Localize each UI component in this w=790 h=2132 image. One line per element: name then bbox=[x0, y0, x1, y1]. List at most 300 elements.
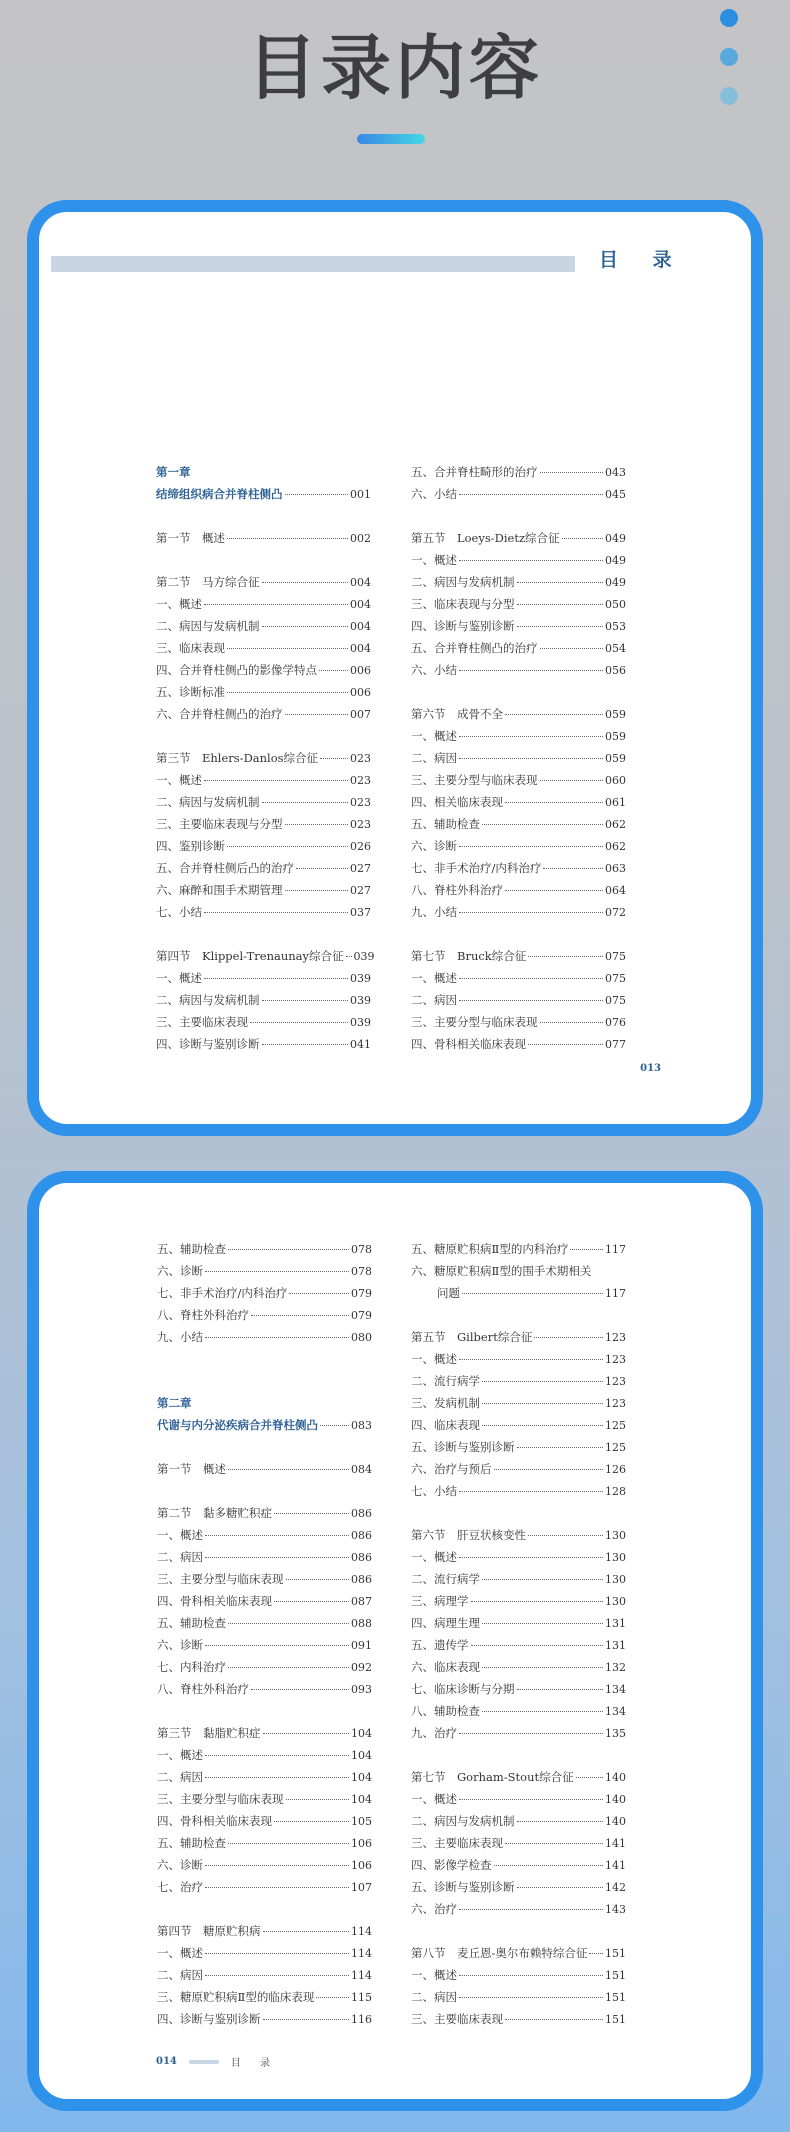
toc-entry[interactable] bbox=[156, 640, 371, 662]
toc-entry-page: 125 bbox=[605, 1441, 626, 1454]
toc-entry-page: 104 bbox=[351, 1727, 372, 1740]
toc-entry[interactable] bbox=[411, 596, 626, 618]
toc-leader-dots bbox=[262, 582, 349, 583]
toc-entry[interactable] bbox=[411, 1417, 626, 1439]
toc-entry[interactable] bbox=[157, 1615, 372, 1637]
toc-entry-page: 104 bbox=[351, 1749, 372, 1762]
toc-entry[interactable] bbox=[157, 1681, 372, 1703]
toc-leader-dots bbox=[482, 1667, 603, 1668]
page-footer bbox=[156, 2054, 278, 2069]
toc-page-013 bbox=[27, 200, 763, 1136]
toc-entry-title: 三、临床表现与分型 bbox=[411, 597, 515, 611]
toc-entry[interactable] bbox=[157, 1967, 372, 1989]
toc-leader-dots bbox=[205, 1557, 349, 1558]
toc-entry[interactable] bbox=[156, 970, 371, 992]
toc-entry[interactable] bbox=[411, 1549, 626, 1571]
toc-entry[interactable] bbox=[156, 1036, 371, 1058]
toc-leader-dots bbox=[543, 868, 603, 869]
toc-entry-page: 086 bbox=[351, 1573, 372, 1586]
toc-entry-page: 075 bbox=[605, 994, 626, 1007]
toc-leader-dots bbox=[285, 494, 349, 495]
toc-entry-title: 二、病因 bbox=[157, 1550, 203, 1564]
toc-leader-dots bbox=[517, 1887, 604, 1888]
toc-entry[interactable] bbox=[156, 618, 371, 640]
title-underline bbox=[357, 134, 425, 144]
toc-entry[interactable] bbox=[411, 1285, 626, 1307]
toc-leader-dots bbox=[540, 648, 604, 649]
toc-entry[interactable] bbox=[411, 1879, 626, 1901]
toc-entry-title: 五、合并脊柱侧凸的治疗 bbox=[411, 641, 538, 655]
toc-entry[interactable] bbox=[156, 992, 371, 1014]
toc-leader-dots bbox=[285, 714, 349, 715]
toc-leader-dots bbox=[320, 1425, 349, 1426]
toc-leader-dots bbox=[250, 1022, 348, 1023]
toc-leader-dots bbox=[459, 560, 603, 561]
toc-leader-dots bbox=[204, 604, 348, 605]
toc-entry-page: 130 bbox=[605, 1551, 626, 1564]
toc-entry[interactable] bbox=[156, 706, 371, 728]
toc-entry[interactable] bbox=[411, 706, 626, 728]
toc-entry-title: 五、糖原贮积病Ⅱ型的内科治疗 bbox=[411, 1242, 569, 1256]
toc-entry-page: 077 bbox=[605, 1038, 626, 1051]
toc-chapter-entry[interactable] bbox=[157, 1417, 372, 1439]
toc-entry[interactable] bbox=[156, 684, 371, 706]
toc-entry[interactable] bbox=[411, 882, 626, 904]
toc-entry[interactable] bbox=[157, 1285, 372, 1307]
toc-entry-title: 三、主要分型与临床表现 bbox=[411, 773, 538, 787]
toc-entry[interactable] bbox=[157, 1571, 372, 1593]
toc-entry-title: 问题 bbox=[437, 1286, 460, 1300]
toc-entry-page: 086 bbox=[351, 1529, 372, 1542]
toc-entry-title: 代谢与内分泌疾病合并脊柱侧凸 bbox=[157, 1418, 318, 1432]
toc-entry-title: 三、主要临床表现 bbox=[156, 1015, 248, 1029]
toc-entry-page: 075 bbox=[605, 972, 626, 985]
toc-entry-title: 四、相关临床表现 bbox=[411, 795, 503, 809]
toc-entry[interactable] bbox=[411, 1791, 626, 1813]
toc-entry-page: 027 bbox=[350, 862, 371, 875]
toc-entry-title: 四、诊断与鉴别诊断 bbox=[157, 2012, 261, 2026]
toc-entry-title: 二、病因与发病机制 bbox=[411, 575, 515, 589]
toc-entry-page: 072 bbox=[605, 906, 626, 919]
toc-entry[interactable] bbox=[157, 1813, 372, 1835]
toc-entry-title: 六、临床表现 bbox=[411, 1660, 480, 1674]
toc-spacer bbox=[411, 926, 626, 948]
toc-entry-title: 第六节 成骨不全 bbox=[411, 707, 503, 721]
toc-entry[interactable] bbox=[156, 948, 375, 970]
toc-entry[interactable] bbox=[411, 772, 626, 794]
toc-leader-dots bbox=[286, 1579, 350, 1580]
toc-entry[interactable] bbox=[156, 794, 371, 816]
toc-entry-page: 063 bbox=[605, 862, 626, 875]
toc-entry[interactable] bbox=[156, 904, 371, 926]
toc-entry[interactable] bbox=[157, 1329, 372, 1351]
toc-entry[interactable] bbox=[157, 1835, 372, 1857]
toc-leader-dots bbox=[459, 1557, 603, 1558]
toc-entry[interactable] bbox=[411, 904, 626, 926]
toc-leader-dots bbox=[459, 736, 603, 737]
toc-leader-dots bbox=[482, 1403, 603, 1404]
toc-entry[interactable] bbox=[411, 1637, 626, 1659]
toc-entry[interactable] bbox=[411, 1329, 626, 1351]
toc-entry[interactable] bbox=[411, 728, 626, 750]
toc-entry[interactable] bbox=[157, 2011, 372, 2033]
toc-entry[interactable] bbox=[411, 486, 626, 508]
toc-entry-page: 075 bbox=[605, 950, 626, 963]
toc-entry-page: 093 bbox=[351, 1683, 372, 1696]
toc-entry-page: 126 bbox=[605, 1463, 626, 1476]
toc-entry[interactable] bbox=[157, 1307, 372, 1329]
toc-spacer bbox=[411, 684, 626, 706]
toc-leader-dots bbox=[528, 1535, 603, 1536]
toc-leader-dots bbox=[205, 1975, 349, 1976]
toc-entry-page: 140 bbox=[605, 1815, 626, 1828]
toc-entry-page: 060 bbox=[605, 774, 626, 787]
toc-entry-title: 五、诊断与鉴别诊断 bbox=[411, 1880, 515, 1894]
toc-entry[interactable] bbox=[157, 1791, 372, 1813]
toc-entry-page: 049 bbox=[605, 554, 626, 567]
toc-spacer bbox=[411, 1747, 626, 1769]
toc-entry[interactable] bbox=[411, 464, 626, 486]
toc-entry-title: 四、诊断与鉴别诊断 bbox=[156, 1037, 260, 1051]
toc-entry[interactable] bbox=[411, 948, 626, 970]
toc-leader-dots bbox=[285, 824, 349, 825]
toc-entry-title: 第五节 Loeys-Dietz综合征 bbox=[411, 531, 560, 545]
toc-entry[interactable] bbox=[411, 860, 626, 882]
toc-leader-dots bbox=[482, 1711, 603, 1712]
toc-entry-title: 二、病因与发病机制 bbox=[156, 795, 260, 809]
toc-entry[interactable] bbox=[411, 1967, 626, 1989]
toc-entry-title: 二、流行病学 bbox=[411, 1374, 480, 1388]
toc-leader-dots bbox=[505, 890, 603, 891]
toc-leader-dots bbox=[534, 1337, 603, 1338]
toc-entry[interactable] bbox=[411, 1395, 626, 1417]
toc-leader-dots bbox=[482, 1579, 603, 1580]
toc-entry[interactable] bbox=[411, 574, 626, 596]
toc-entry[interactable] bbox=[411, 1659, 626, 1681]
toc-entry-page: 064 bbox=[605, 884, 626, 897]
toc-entry[interactable] bbox=[157, 1505, 372, 1527]
toc-entry-title: 第五节 Gilbert综合征 bbox=[411, 1330, 533, 1344]
toc-entry-title: 第七节 Gorham-Stout综合征 bbox=[411, 1770, 574, 1784]
toc-leader-dots bbox=[204, 780, 348, 781]
toc-entry-page: 092 bbox=[351, 1661, 372, 1674]
toc-entry-page: 006 bbox=[350, 664, 371, 677]
toc-entry[interactable] bbox=[157, 1637, 372, 1659]
toc-leader-dots bbox=[576, 1777, 603, 1778]
toc-entry[interactable] bbox=[411, 1527, 626, 1549]
toc-entry[interactable] bbox=[411, 970, 626, 992]
toc-entry[interactable] bbox=[411, 1241, 626, 1263]
toc-entry-page: 091 bbox=[351, 1639, 372, 1652]
toc-entry[interactable] bbox=[156, 882, 371, 904]
toc-entry-title: 第四节 糖原贮积病 bbox=[157, 1924, 261, 1938]
toc-entry-page: 007 bbox=[350, 708, 371, 721]
toc-entry-page: 117 bbox=[605, 1243, 626, 1256]
toc-entry[interactable] bbox=[157, 1769, 372, 1791]
toc-entry[interactable] bbox=[157, 1593, 372, 1615]
toc-leader-dots bbox=[204, 912, 348, 913]
toc-leader-dots bbox=[459, 1975, 603, 1976]
toc-entry-title: 一、概述 bbox=[411, 1792, 457, 1806]
toc-entry[interactable] bbox=[157, 1461, 372, 1483]
toc-entry-title: 八、脊柱外科治疗 bbox=[411, 883, 503, 897]
toc-leader-dots bbox=[505, 802, 603, 803]
toc-entry[interactable] bbox=[411, 794, 626, 816]
toc-entry[interactable] bbox=[157, 1945, 372, 1967]
toc-leader-dots bbox=[274, 1513, 349, 1514]
toc-leader-dots bbox=[346, 956, 352, 957]
toc-entry[interactable] bbox=[411, 1439, 626, 1461]
toc-leader-dots bbox=[482, 824, 603, 825]
toc-leader-dots bbox=[459, 846, 603, 847]
toc-leader-dots bbox=[262, 626, 349, 627]
toc-entry[interactable] bbox=[411, 750, 626, 772]
toc-leader-dots bbox=[459, 978, 603, 979]
toc-entry[interactable] bbox=[156, 596, 371, 618]
toc-entry[interactable] bbox=[156, 772, 371, 794]
toc-entry-page: 078 bbox=[351, 1265, 372, 1278]
toc-entry[interactable] bbox=[157, 1549, 372, 1571]
toc-leader-dots bbox=[263, 1931, 350, 1932]
toc-entry-page: 056 bbox=[605, 664, 626, 677]
toc-leader-dots bbox=[540, 472, 604, 473]
toc-entry-title: 四、骨科相关临床表现 bbox=[157, 1594, 272, 1608]
toc-entry[interactable] bbox=[156, 574, 371, 596]
toc-entry-page: 006 bbox=[350, 686, 371, 699]
toc-entry[interactable] bbox=[411, 1263, 626, 1285]
toc-header: 目 录 bbox=[599, 249, 686, 271]
toc-entry[interactable] bbox=[411, 1835, 626, 1857]
toc-entry[interactable] bbox=[411, 2011, 626, 2033]
toc-leader-dots bbox=[505, 714, 603, 715]
toc-leader-dots bbox=[505, 1843, 603, 1844]
toc-entry[interactable] bbox=[411, 552, 626, 574]
toc-entry-page: 049 bbox=[605, 532, 626, 545]
toc-spacer bbox=[157, 1439, 372, 1461]
toc-entry[interactable] bbox=[157, 1659, 372, 1681]
toc-entry-title: 三、主要临床表现 bbox=[411, 2012, 503, 2026]
toc-leader-dots bbox=[289, 1293, 349, 1294]
toc-entry[interactable] bbox=[411, 1945, 626, 1967]
toc-entry-page: 140 bbox=[605, 1793, 626, 1806]
toc-spacer bbox=[157, 1901, 372, 1923]
toc-entry-title: 五、辅助检查 bbox=[157, 1836, 226, 1850]
toc-entry[interactable] bbox=[157, 1527, 372, 1549]
toc-entry[interactable] bbox=[411, 838, 626, 860]
toc-entry-title: 一、概述 bbox=[157, 1946, 203, 1960]
toc-entry-page: 076 bbox=[605, 1016, 626, 1029]
toc-entry-page: 128 bbox=[605, 1485, 626, 1498]
toc-leader-dots bbox=[459, 1733, 603, 1734]
page-number: 013 bbox=[640, 1063, 661, 1074]
toc-entry[interactable] bbox=[157, 1857, 372, 1879]
toc-entry[interactable] bbox=[411, 1615, 626, 1637]
toc-entry[interactable] bbox=[411, 1857, 626, 1879]
toc-entry-page: 134 bbox=[605, 1705, 626, 1718]
banner-title: 目录内容 bbox=[247, 27, 543, 109]
toc-leader-dots bbox=[228, 1249, 349, 1250]
toc-entry-page: 123 bbox=[605, 1331, 626, 1344]
toc-entry-page: 049 bbox=[605, 576, 626, 589]
toc-entry-title: 五、合并脊柱侧后凸的治疗 bbox=[156, 861, 294, 875]
toc-entry-title: 二、病因与发病机制 bbox=[156, 619, 260, 633]
toc-column-left bbox=[156, 464, 375, 1058]
toc-entry[interactable] bbox=[411, 530, 626, 552]
toc-leader-dots bbox=[528, 1044, 603, 1045]
toc-leader-dots bbox=[462, 1293, 603, 1294]
toc-entry-page: 123 bbox=[605, 1353, 626, 1366]
toc-entry[interactable] bbox=[411, 1571, 626, 1593]
toc-entry-page: 041 bbox=[350, 1038, 371, 1051]
toc-entry[interactable] bbox=[156, 750, 371, 772]
toc-chapter-label[interactable] bbox=[157, 1395, 372, 1417]
toc-leader-dots bbox=[459, 494, 603, 495]
toc-spacer bbox=[411, 508, 626, 530]
toc-entry-page: 086 bbox=[351, 1507, 372, 1520]
toc-entry[interactable] bbox=[157, 1263, 372, 1285]
toc-entry-title: 第二节 黏多糖贮积症 bbox=[157, 1506, 272, 1520]
toc-entry-page: 043 bbox=[605, 466, 626, 479]
toc-entry-title: 五、诊断与鉴别诊断 bbox=[411, 1440, 515, 1454]
toc-leader-dots bbox=[316, 1997, 349, 1998]
toc-leader-dots bbox=[228, 1623, 349, 1624]
toc-entry-page: 023 bbox=[350, 796, 371, 809]
toc-entry-page: 130 bbox=[605, 1573, 626, 1586]
toc-entry-page: 105 bbox=[351, 1815, 372, 1828]
toc-entry-title: 七、非手术治疗/内科治疗 bbox=[157, 1286, 288, 1300]
toc-entry-title: 四、骨科相关临床表现 bbox=[411, 1037, 526, 1051]
toc-spacer bbox=[157, 1483, 372, 1505]
toc-entry-page: 023 bbox=[350, 774, 371, 787]
toc-entry-page: 117 bbox=[605, 1287, 626, 1300]
toc-entry[interactable] bbox=[411, 816, 626, 838]
toc-entry[interactable] bbox=[156, 1014, 371, 1036]
toc-entry-title: 第八节 麦丘恩-奥尔布赖特综合征 bbox=[411, 1946, 588, 1960]
toc-entry-page: 039 bbox=[350, 972, 371, 985]
toc-entry-title: 四、病理生理 bbox=[411, 1616, 480, 1630]
toc-entry[interactable] bbox=[157, 1923, 372, 1945]
toc-entry[interactable] bbox=[411, 1483, 626, 1505]
toc-entry-title: 一、概述 bbox=[411, 729, 457, 743]
toc-leader-dots bbox=[251, 1315, 349, 1316]
toc-entry[interactable] bbox=[411, 1014, 626, 1036]
toc-entry[interactable] bbox=[411, 662, 626, 684]
toc-entry-title: 三、主要临床表现与分型 bbox=[156, 817, 283, 831]
toc-leader-dots bbox=[562, 538, 603, 539]
toc-entry-page: 106 bbox=[351, 1859, 372, 1872]
toc-entry-title: 五、诊断标准 bbox=[156, 685, 225, 699]
toc-entry[interactable] bbox=[156, 860, 371, 882]
toc-leader-dots bbox=[459, 1491, 603, 1492]
toc-entry[interactable] bbox=[411, 1703, 626, 1725]
toc-entry[interactable] bbox=[156, 662, 371, 684]
toc-entry-page: 062 bbox=[605, 818, 626, 831]
toc-entry-title: 三、主要分型与临床表现 bbox=[157, 1572, 284, 1586]
toc-entry[interactable] bbox=[411, 992, 626, 1014]
toc-entry-title: 九、小结 bbox=[157, 1330, 203, 1344]
toc-leader-dots bbox=[205, 1887, 349, 1888]
toc-entry[interactable] bbox=[411, 1681, 626, 1703]
footer-title: 目 录 bbox=[230, 2058, 279, 2069]
toc-entry[interactable] bbox=[157, 1241, 372, 1263]
toc-entry-title: 四、影像学检查 bbox=[411, 1858, 492, 1872]
toc-leader-dots bbox=[482, 1425, 603, 1426]
toc-entry-page: 027 bbox=[350, 884, 371, 897]
toc-entry-page: 151 bbox=[605, 1969, 626, 1982]
toc-entry-title: 九、治疗 bbox=[411, 1726, 457, 1740]
toc-entry-title: 第三节 Ehlers-Danlos综合征 bbox=[156, 751, 319, 765]
toc-entry-page: 078 bbox=[351, 1243, 372, 1256]
toc-entry[interactable] bbox=[411, 1901, 626, 1923]
toc-leader-dots bbox=[482, 1623, 603, 1624]
toc-entry[interactable] bbox=[411, 1373, 626, 1395]
toc-entry-page: 080 bbox=[351, 1331, 372, 1344]
toc-entry[interactable] bbox=[411, 1813, 626, 1835]
toc-entry[interactable] bbox=[411, 1989, 626, 2011]
toc-chapter-label[interactable] bbox=[156, 464, 371, 486]
toc-entry-page: 050 bbox=[605, 598, 626, 611]
toc-entry-page: 086 bbox=[351, 1551, 372, 1564]
toc-entry-title: 二、病因 bbox=[157, 1770, 203, 1784]
toc-entry-title: 第一章 bbox=[156, 465, 191, 479]
toc-entry[interactable] bbox=[411, 1593, 626, 1615]
toc-entry[interactable] bbox=[411, 1351, 626, 1373]
toc-leader-dots bbox=[570, 1249, 603, 1250]
toc-entry-page: 134 bbox=[605, 1683, 626, 1696]
toc-entry-page: 106 bbox=[351, 1837, 372, 1850]
toc-entry[interactable] bbox=[157, 1747, 372, 1769]
toc-leader-dots bbox=[286, 1799, 350, 1800]
toc-leader-dots bbox=[459, 1997, 603, 1998]
toc-entry-page: 123 bbox=[605, 1397, 626, 1410]
toc-entry-title: 一、概述 bbox=[411, 971, 457, 985]
toc-entry-page: 104 bbox=[351, 1771, 372, 1784]
toc-entry-page: 004 bbox=[350, 620, 371, 633]
toc-leader-dots bbox=[262, 1000, 349, 1001]
toc-entry-title: 三、主要分型与临床表现 bbox=[157, 1792, 284, 1806]
toc-entry[interactable] bbox=[411, 640, 626, 662]
toc-entry-title: 六、诊断 bbox=[157, 1858, 203, 1872]
toc-entry-title: 六、诊断 bbox=[411, 839, 457, 853]
toc-entry-title: 四、合并脊柱侧凸的影像学特点 bbox=[156, 663, 317, 677]
toc-entry-title: 七、小结 bbox=[156, 905, 202, 919]
toc-chapter-entry[interactable] bbox=[156, 486, 371, 508]
toc-leader-dots bbox=[540, 1022, 604, 1023]
toc-entry-page: 123 bbox=[605, 1375, 626, 1388]
toc-entry[interactable] bbox=[156, 838, 371, 860]
toc-entry[interactable] bbox=[411, 1769, 626, 1791]
toc-leader-dots bbox=[205, 1337, 349, 1338]
toc-entry-page: 141 bbox=[605, 1859, 626, 1872]
toc-leader-dots bbox=[494, 1865, 604, 1866]
toc-leader-dots bbox=[320, 758, 348, 759]
toc-entry[interactable] bbox=[411, 618, 626, 640]
toc-leader-dots bbox=[227, 846, 348, 847]
toc-entry[interactable] bbox=[157, 1989, 372, 2011]
toc-entry[interactable] bbox=[411, 1725, 626, 1747]
toc-leader-dots bbox=[459, 670, 603, 671]
toc-entry[interactable] bbox=[157, 1879, 372, 1901]
toc-entry-page: 059 bbox=[605, 708, 626, 721]
toc-entry[interactable] bbox=[411, 1036, 626, 1058]
toc-entry[interactable] bbox=[157, 1725, 372, 1747]
toc-entry[interactable] bbox=[411, 1461, 626, 1483]
toc-spacer bbox=[157, 1351, 372, 1373]
toc-entry[interactable] bbox=[156, 816, 371, 838]
toc-entry-title: 七、非手术治疗/内科治疗 bbox=[411, 861, 542, 875]
toc-entry[interactable] bbox=[156, 530, 371, 552]
toc-entry-page: 037 bbox=[350, 906, 371, 919]
